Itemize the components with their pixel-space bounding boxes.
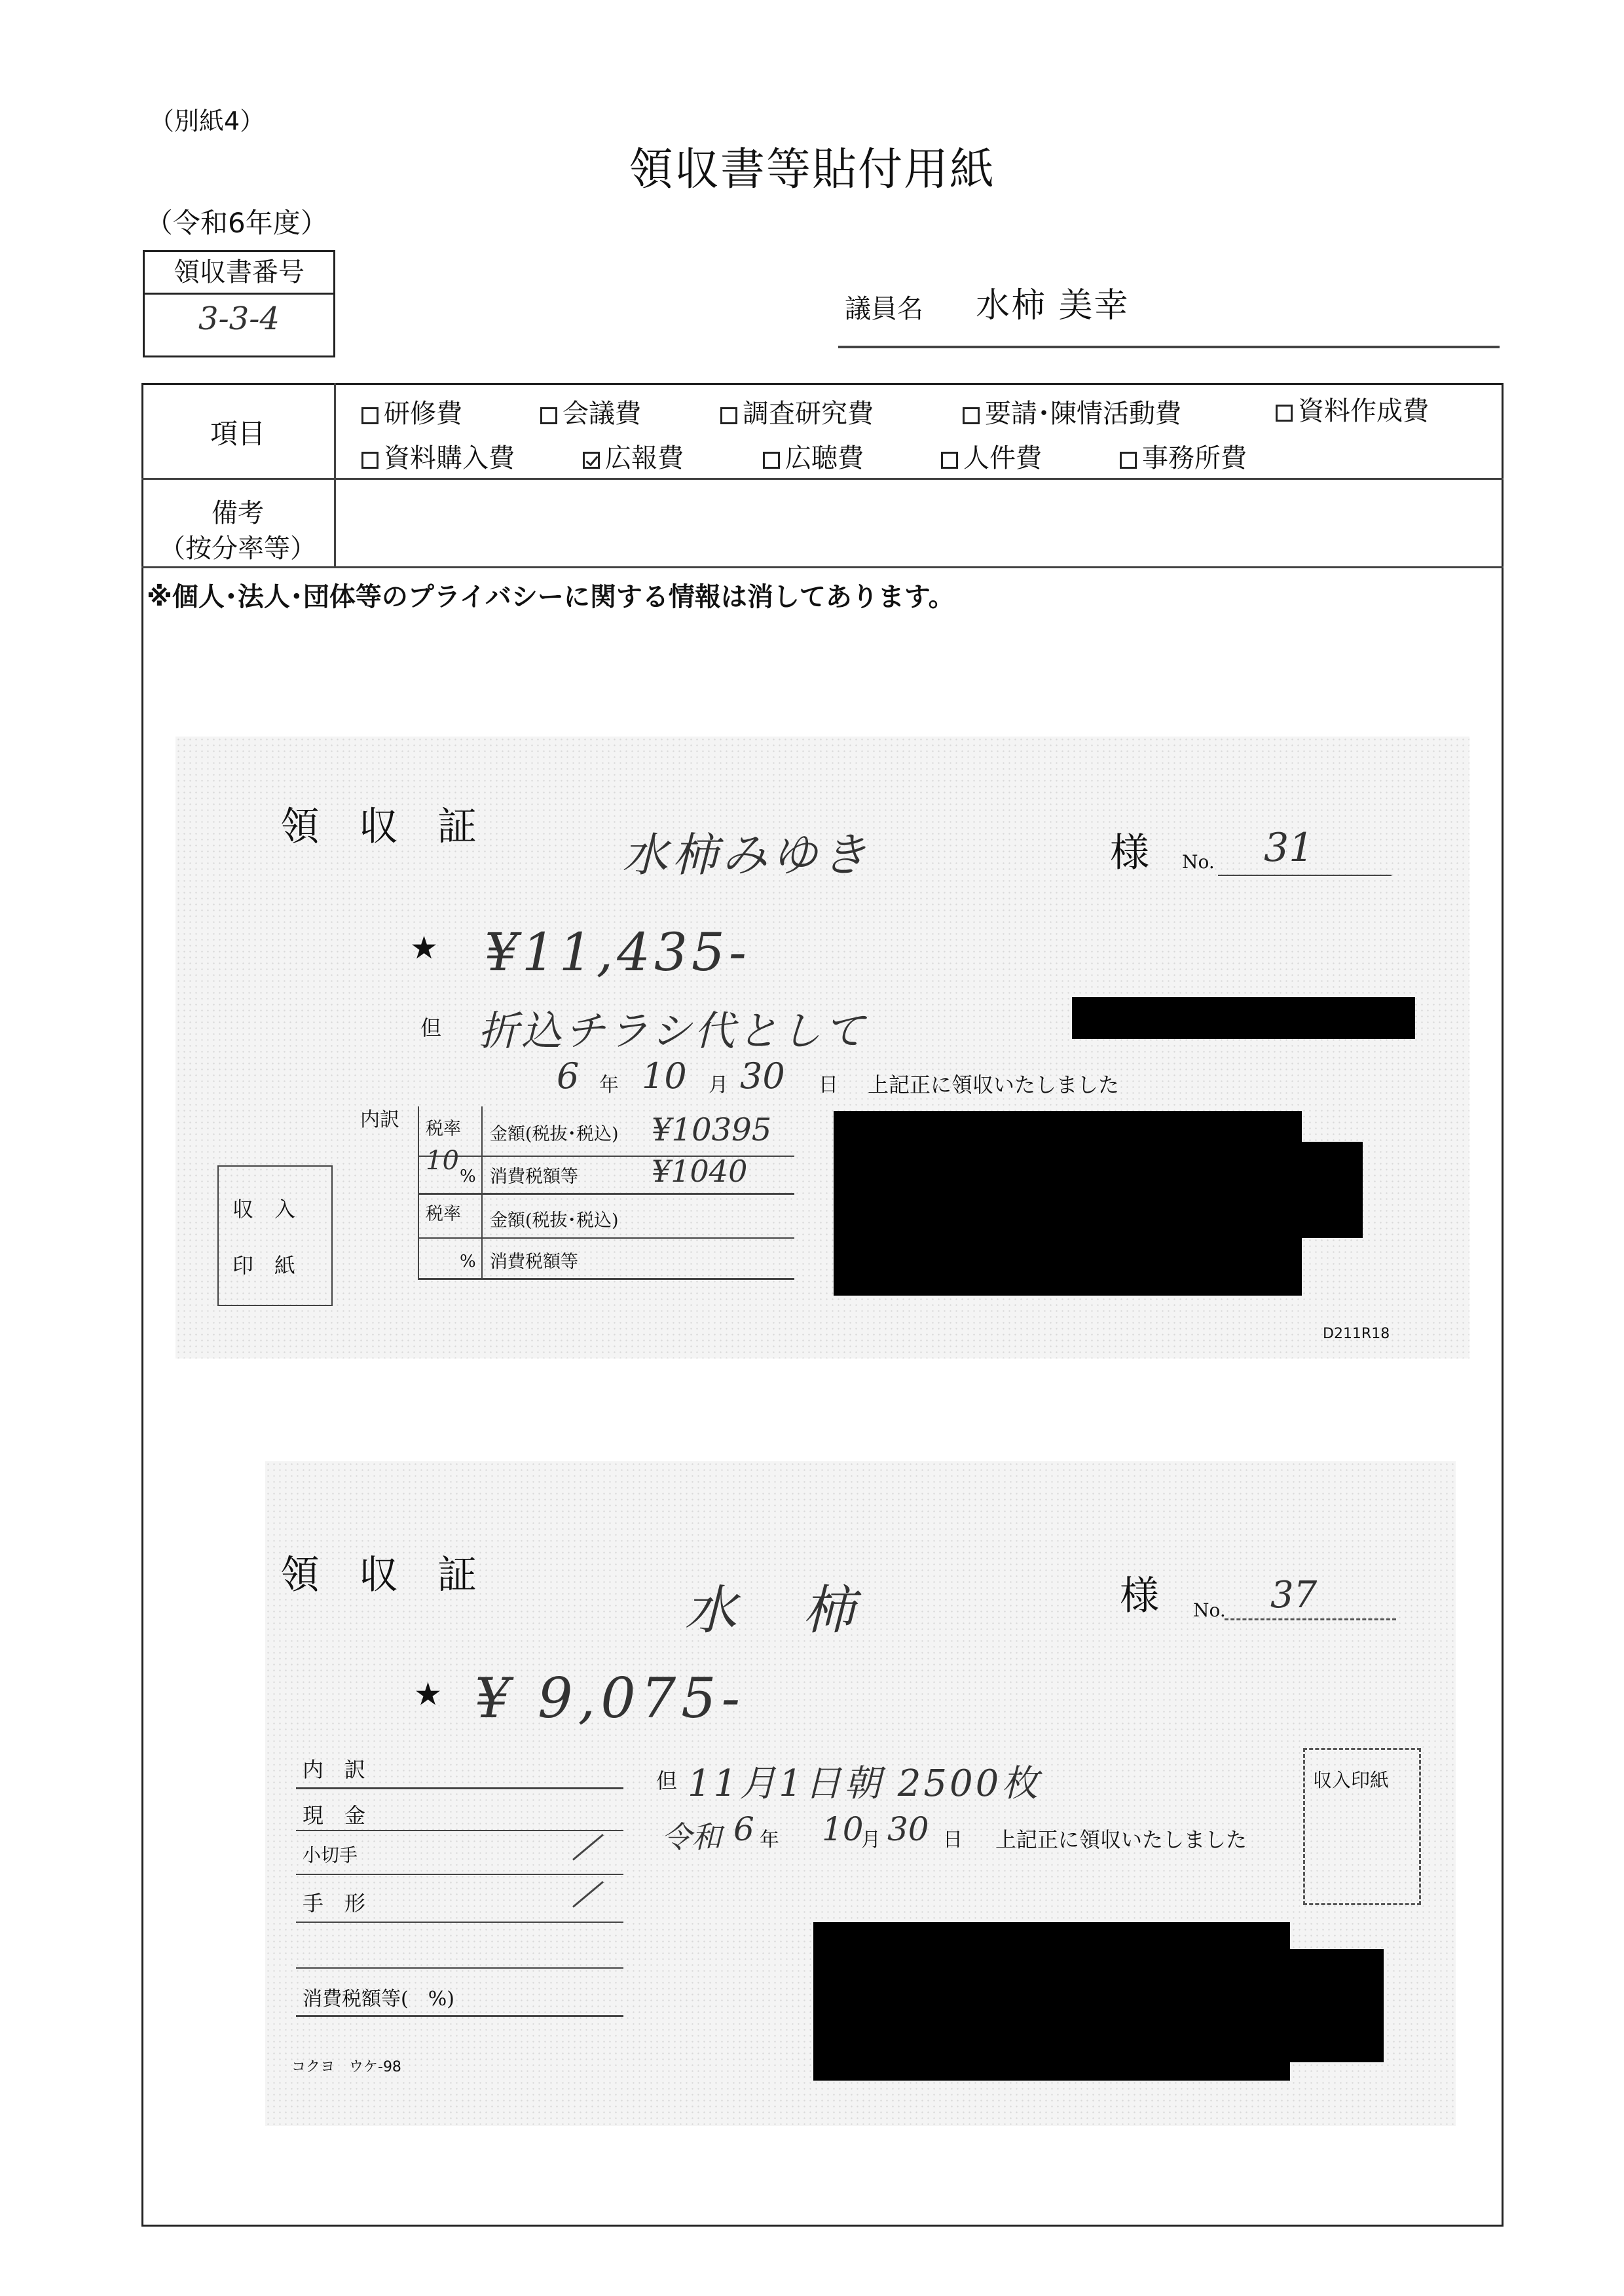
breakdown-divider xyxy=(481,1106,483,1278)
remarks-label: 備考 xyxy=(212,498,264,528)
privacy-note: ※個人･法人･団体等のプライバシーに関する情報は消してあります。 xyxy=(147,582,955,612)
receipt-number-box xyxy=(143,250,335,357)
stamp-label-2: 印 紙 xyxy=(232,1253,296,1278)
percent-sign: % xyxy=(460,1167,476,1186)
number-value: 31 xyxy=(1264,825,1314,871)
category-label: 広聴費 xyxy=(785,443,864,473)
tax-amount: ¥1040 xyxy=(652,1154,748,1189)
redaction-block xyxy=(834,1111,1302,1296)
stamp-label-1: 収 入 xyxy=(232,1197,296,1222)
date-month: 10 xyxy=(642,1055,687,1097)
revenue-stamp-box xyxy=(217,1165,333,1306)
tax-label: 消費税額等 xyxy=(490,1167,578,1187)
date-day: 30 xyxy=(887,1810,929,1848)
category-material-creation[interactable] xyxy=(1276,390,1429,428)
breakdown-row xyxy=(296,1922,623,1923)
checkbox-icon[interactable] xyxy=(941,452,958,469)
number-underline xyxy=(1225,1618,1396,1620)
tax-label-2: 消費税額等 xyxy=(490,1252,578,1272)
checkbox-icon[interactable] xyxy=(540,407,557,424)
percent-sign-2: % xyxy=(460,1252,476,1271)
row-divider xyxy=(141,478,1504,480)
attachment-label: （別紙4） xyxy=(149,107,265,136)
checkbox-icon[interactable] xyxy=(720,407,737,424)
date-day-unit: 日 xyxy=(819,1074,838,1097)
category-label: 要請･陳情活動費 xyxy=(985,399,1181,429)
purpose: 折込チラシ代として xyxy=(478,1007,868,1055)
fiscal-year: （令和6年度） xyxy=(145,207,328,239)
checkbox-icon[interactable] xyxy=(361,407,378,424)
breakdown-row xyxy=(296,2015,623,2017)
payee-name: 水柿みゆき xyxy=(622,828,871,882)
checkbox-icon[interactable] xyxy=(1276,405,1293,422)
total-amount: ¥11,435- xyxy=(485,922,750,983)
breakdown-row xyxy=(296,1967,623,1969)
tax-rate-label: 税率 xyxy=(426,1119,461,1139)
number-underline xyxy=(1218,875,1392,876)
category-label: 資料作成費 xyxy=(1298,396,1429,426)
breakdown-row xyxy=(296,1830,623,1831)
date-month-unit: 月 xyxy=(709,1074,728,1097)
number-label: No. xyxy=(1193,1599,1226,1621)
star-icon: ★ xyxy=(414,1676,443,1713)
date-era: 令和 xyxy=(661,1819,722,1855)
page-title: 領収書等貼付用紙 xyxy=(629,144,996,196)
payee-name: 水 柿 xyxy=(684,1580,861,1641)
amount-label: 金額(税抜･税込) xyxy=(490,1124,619,1144)
bill-label: 手 形 xyxy=(303,1891,366,1916)
row-divider xyxy=(141,566,1504,568)
date-month: 10 xyxy=(822,1810,864,1848)
checkbox-icon[interactable] xyxy=(963,407,980,424)
check-label: 小切手 xyxy=(303,1844,358,1866)
category-label: 広報費 xyxy=(605,443,684,473)
breakdown-row xyxy=(418,1237,794,1239)
tax-label: 消費税額等( %) xyxy=(303,1988,454,2011)
amount-excl-tax: ¥10395 xyxy=(652,1112,772,1148)
redaction-block xyxy=(1072,997,1415,1039)
category-label: 事務所費 xyxy=(1142,443,1247,473)
category-label: 調査研究費 xyxy=(743,399,874,429)
date-year: 6 xyxy=(557,1055,580,1097)
date-day: 30 xyxy=(740,1055,785,1097)
category-public-relations[interactable] xyxy=(583,437,684,475)
date-year-unit: 年 xyxy=(760,1829,779,1851)
member-label: 議員名 xyxy=(845,294,923,324)
receipt-title: 領 収 証 xyxy=(280,1552,477,1598)
redaction-block xyxy=(1290,1949,1384,2062)
checkbox-icon[interactable] xyxy=(763,452,780,469)
receipt-number-value: 3-3-4 xyxy=(198,301,280,337)
category-meeting[interactable] xyxy=(540,393,641,430)
col-divider xyxy=(334,383,336,568)
number-value: 37 xyxy=(1270,1574,1318,1616)
purpose-prefix: 但 xyxy=(656,1768,678,1793)
remarks-sublabel: （按分率等） xyxy=(159,534,316,564)
category-training[interactable] xyxy=(361,393,462,430)
star-icon: ★ xyxy=(410,930,439,966)
breakdown-row xyxy=(296,1874,623,1875)
category-personnel[interactable] xyxy=(941,437,1042,475)
received-text: 上記正に領収いたしました xyxy=(868,1072,1120,1097)
redaction-block xyxy=(813,2030,1290,2079)
redaction-block xyxy=(1302,1142,1363,1238)
item-label: 項目 xyxy=(210,418,265,450)
receipt-number-label: 領収書番号 xyxy=(145,252,333,295)
tax-rate-value: 10 xyxy=(426,1146,459,1176)
amount-label-2: 金額(税抜･税込) xyxy=(490,1211,619,1231)
category-office[interactable] xyxy=(1120,437,1247,475)
category-label: 会議費 xyxy=(563,399,641,429)
tax-rate-label-2: 税率 xyxy=(426,1204,461,1224)
date-month-unit: 月 xyxy=(861,1829,881,1851)
checked-checkbox-icon[interactable] xyxy=(583,452,600,469)
breakdown-row xyxy=(296,1787,623,1789)
purpose-prefix: 但 xyxy=(420,1015,442,1040)
category-label: 研修費 xyxy=(384,399,462,429)
stamp-label: 収入印紙 xyxy=(1313,1769,1390,1791)
honorific: 様 xyxy=(1110,830,1149,876)
date-year: 6 xyxy=(733,1810,754,1848)
breakdown-label: 内訳 xyxy=(360,1108,399,1131)
checkbox-icon[interactable] xyxy=(361,452,378,469)
category-label: 資料購入費 xyxy=(384,443,515,473)
category-petition[interactable] xyxy=(963,393,1181,430)
checkbox-icon[interactable] xyxy=(1120,452,1137,469)
breakdown-divider xyxy=(418,1106,419,1278)
received-text: 上記正に領収いたしました xyxy=(995,1827,1247,1852)
cash-label: 現 金 xyxy=(303,1803,366,1828)
member-name: 水柿 美幸 xyxy=(976,286,1130,325)
category-public-hearing[interactable] xyxy=(763,437,864,475)
breakdown-label: 内 訳 xyxy=(303,1757,366,1782)
date-day-unit: 日 xyxy=(943,1829,963,1851)
purpose: 11月1日朝 2500枚 xyxy=(688,1762,1041,1805)
breakdown-row xyxy=(418,1278,794,1280)
category-research[interactable] xyxy=(720,393,874,430)
member-underline xyxy=(838,346,1500,348)
total-amount: ¥ 9,075- xyxy=(475,1666,746,1730)
number-label: No. xyxy=(1182,851,1215,873)
form-code: D211R18 xyxy=(1323,1326,1390,1342)
receipt-title: 領 収 証 xyxy=(280,804,477,850)
date-year-unit: 年 xyxy=(599,1074,619,1097)
category-material-purchase[interactable] xyxy=(361,437,515,475)
breakdown-row xyxy=(418,1193,794,1195)
honorific: 様 xyxy=(1120,1573,1159,1619)
category-label: 人件費 xyxy=(963,443,1042,473)
brand-label: コクヨ ウケ-98 xyxy=(291,2059,401,2075)
